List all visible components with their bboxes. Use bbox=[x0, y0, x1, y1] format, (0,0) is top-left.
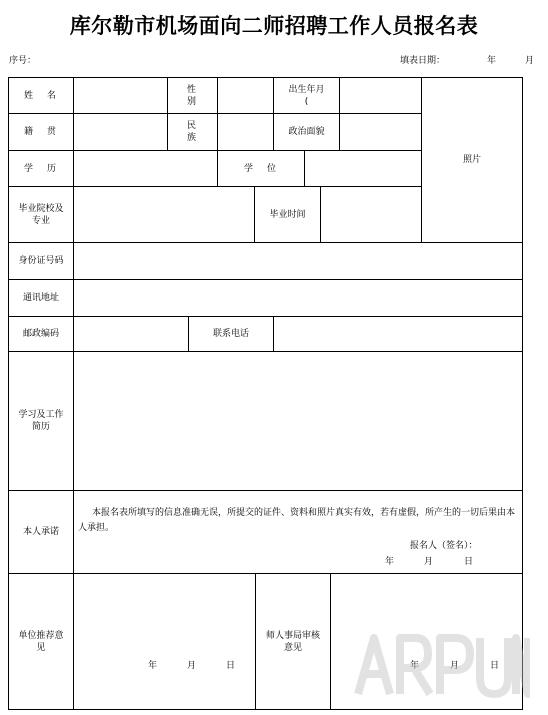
address-value[interactable] bbox=[73, 279, 523, 317]
pledge-signer: 报名人（签名）： bbox=[410, 541, 478, 551]
id-number-label: 身份证号码 bbox=[8, 242, 74, 280]
education-label: 学历 bbox=[8, 150, 74, 187]
ethnicity-value[interactable] bbox=[217, 113, 274, 151]
name-value[interactable] bbox=[73, 77, 168, 114]
origin-label: 籍贯 bbox=[8, 113, 74, 151]
grad-time-label: 毕业时间 bbox=[254, 186, 321, 243]
phone-value[interactable] bbox=[273, 316, 523, 352]
form-title: 库尔勒市机场面向二师招聘工作人员报名表 bbox=[69, 13, 479, 38]
photo-box bbox=[421, 77, 523, 243]
recommend-box[interactable] bbox=[73, 573, 256, 710]
degree-value[interactable] bbox=[304, 150, 422, 187]
political-value[interactable] bbox=[339, 113, 422, 151]
resume-label: 学习及工作简历 bbox=[8, 351, 74, 491]
birth-label-line2: ( bbox=[304, 96, 309, 107]
gender-value[interactable] bbox=[217, 77, 274, 114]
fill-date-label: 填表日期： bbox=[400, 56, 446, 66]
registration-form bbox=[8, 77, 523, 710]
birth-label bbox=[273, 77, 340, 114]
address-label: 通讯地址 bbox=[8, 279, 74, 317]
id-number-value[interactable] bbox=[73, 242, 523, 280]
watermark-logo-icon bbox=[350, 630, 530, 700]
political-label: 政治面貌 bbox=[273, 113, 340, 151]
recommend-label: 单位推荐意见 bbox=[8, 573, 74, 710]
gender-label: 性别 bbox=[167, 77, 218, 114]
review-month: 月 bbox=[450, 661, 460, 671]
photo-label: 照片 bbox=[462, 155, 481, 165]
postcode-value[interactable] bbox=[73, 316, 189, 352]
education-value[interactable] bbox=[73, 150, 218, 187]
school-value[interactable] bbox=[73, 186, 255, 243]
pledge-label: 本人承诺 bbox=[8, 490, 74, 574]
recommend-year: 年 bbox=[148, 661, 158, 671]
review-year: 年 bbox=[410, 661, 420, 671]
recommend-day: 日 bbox=[226, 661, 236, 671]
hr-review-label: 师人事局审核意见 bbox=[255, 573, 331, 710]
origin-value[interactable] bbox=[73, 113, 168, 151]
degree-label: 学位 bbox=[217, 150, 305, 187]
birth-label-line1: 出生年月 bbox=[288, 84, 325, 95]
pledge-year: 年 bbox=[385, 557, 395, 567]
pledge-text: 本报名表所填写的信息准确无误，所提交的证件、资料和照片真实有效，若有虚假，所产生的一切后果由本人承担。 bbox=[78, 508, 516, 533]
serial-label: 序号： bbox=[9, 56, 37, 66]
pledge-day: 日 bbox=[464, 557, 474, 567]
recommend-month: 月 bbox=[187, 661, 197, 671]
watermark-graphic bbox=[350, 630, 530, 715]
phone-label: 联系电话 bbox=[188, 316, 274, 352]
birth-value[interactable] bbox=[339, 77, 422, 114]
resume-value[interactable] bbox=[73, 351, 523, 491]
school-label: 毕业院校及专业 bbox=[8, 186, 74, 243]
postcode-label: 邮政编码 bbox=[8, 316, 74, 352]
fill-date-year: 年 bbox=[487, 56, 497, 66]
pledge-month: 月 bbox=[424, 557, 434, 567]
review-day: 日 bbox=[490, 661, 500, 671]
ethnicity-label: 民族 bbox=[167, 113, 218, 151]
name-label: 姓名 bbox=[8, 77, 74, 114]
fill-date-month: 月 bbox=[525, 56, 535, 66]
grad-time-value[interactable] bbox=[320, 186, 422, 243]
